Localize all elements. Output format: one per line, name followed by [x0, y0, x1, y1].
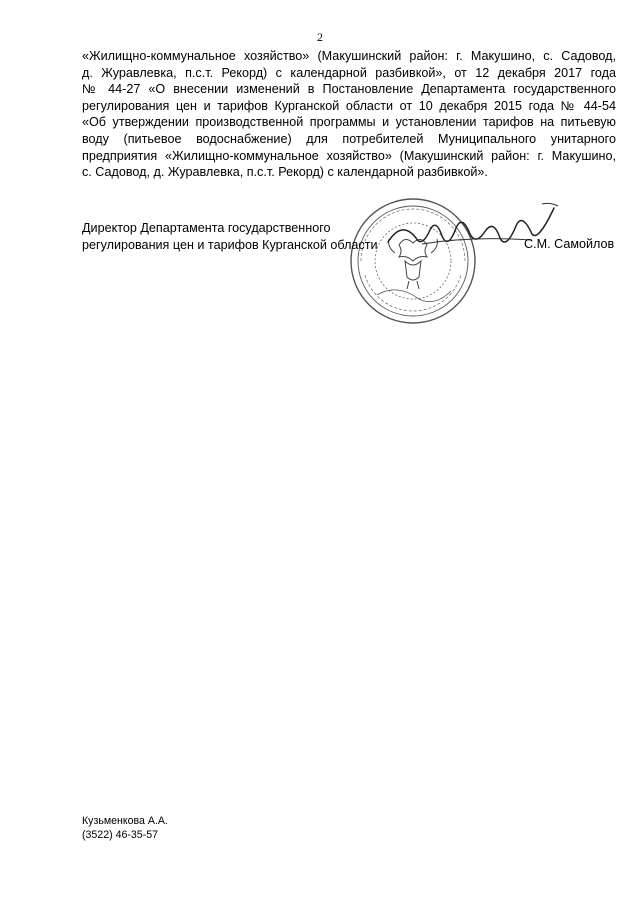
body-line: «Об утверждении производственной программы и установлении тарифов на питьевую — [82, 115, 616, 130]
executor-name: Кузьменкова А.А. — [82, 815, 168, 827]
body-paragraph — [82, 48, 616, 181]
body-line: «Жилищно-коммунальное хозяйство» (Макушинский район: г. Макушино, с. Садовод, — [82, 49, 616, 63]
signature-block — [82, 220, 622, 330]
signer-title — [82, 220, 378, 253]
executor-phone: (3522) 46-35-57 — [82, 828, 158, 841]
body-line: предприятия «Жилищно-коммунальное хозяйство» (Макушинский район: г. Макушино, — [82, 148, 616, 163]
body-line: с. Садовод, д. Журавлевка, п.с.т. Рекорд) с календарной разбивкой». — [82, 165, 488, 180]
signer-title-line: регулирования цен и тарифов Курганской области — [82, 237, 378, 252]
signer-name: С.М. Самойлов — [524, 237, 615, 251]
body-line: № 44-27 «О внесении изменений в Постановление Департамента государственного — [82, 82, 616, 97]
executor-info — [82, 815, 168, 842]
signer-title-line: Директор Департамента государственного — [82, 221, 331, 235]
body-line: регулирования цен и тарифов Курганской области от 10 декабря 2015 года № 44-54 — [82, 98, 616, 113]
body-line: воду (питьевое водоснабжение) для потребителей Муниципального унитарного — [82, 131, 616, 146]
page-number: 2 — [317, 30, 323, 44]
handwritten-signature — [382, 200, 562, 260]
body-line: д. Журавлевка, п.с.т. Рекорд) с календарной разбивкой», от 12 декабря 2017 года — [82, 65, 616, 80]
